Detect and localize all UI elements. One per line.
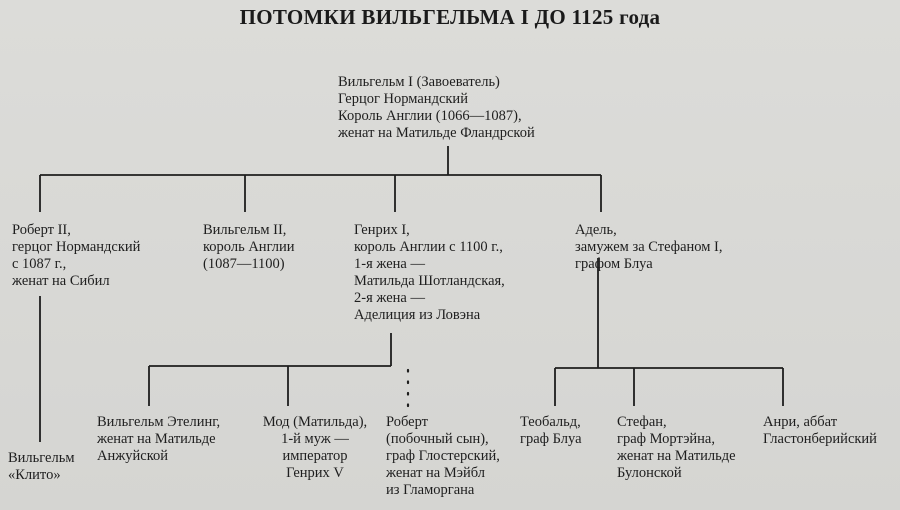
- node-text-line: король Англии с 1100 г.,: [354, 239, 503, 255]
- node-text-line: Матильда Шотландская,: [354, 273, 505, 289]
- node-text-line: Герцог Нормандский: [338, 91, 468, 107]
- node-text-line: граф Блуа: [520, 431, 582, 447]
- node-text-line: замужем за Стефаном I,: [575, 239, 723, 255]
- node-text-line: Вильгельм I (Завоеватель): [338, 74, 500, 90]
- node-text-line: женат на Матильде: [97, 431, 216, 447]
- node-maud: [250, 414, 380, 482]
- node-robert-ii: [12, 222, 140, 290]
- node-text-line: Мод (Матильда),: [262, 414, 368, 430]
- node-text-line: женат на Матильде: [617, 448, 736, 464]
- node-text-line: Анжуйской: [97, 448, 169, 464]
- node-text-line: Булонской: [617, 465, 682, 481]
- node-text-line: графом Блуа: [575, 256, 653, 272]
- node-henry-i: [354, 222, 505, 324]
- node-text-line: Роберт II,: [12, 222, 71, 238]
- node-robert-gloucester: [386, 414, 500, 499]
- node-text-line: король Англии: [203, 239, 295, 255]
- node-text-line: Король Англии (1066—1087),: [338, 108, 522, 124]
- node-text-line: Вильгельм: [8, 450, 75, 466]
- node-henry-abbot: [763, 414, 877, 448]
- node-theobald: [520, 414, 582, 448]
- node-text-line: 1-й муж —: [281, 431, 349, 447]
- node-text-line: Анри, аббат: [763, 414, 838, 430]
- node-text-line: женат на Сибил: [12, 273, 110, 289]
- node-text-line: император: [282, 448, 348, 464]
- node-text-line: граф Мортэйна,: [617, 431, 715, 447]
- node-william-i: [338, 74, 535, 142]
- node-william-clito: [8, 450, 75, 484]
- node-text-line: женат на Мэйбл: [386, 465, 485, 481]
- node-text-line: из Гламоргана: [386, 482, 475, 498]
- node-text-line: 2-я жена —: [354, 290, 425, 306]
- node-text-line: Генрих V: [286, 465, 344, 481]
- node-adela: [575, 222, 723, 273]
- page-title: ПОТОМКИ ВИЛЬГЕЛЬМА I ДО 1125 года: [239, 5, 661, 29]
- node-text-line: Гластонберийский: [763, 431, 877, 447]
- node-text-line: 1-я жена —: [354, 256, 425, 272]
- node-william-ii: [203, 222, 295, 273]
- node-text-line: (побочный сын),: [386, 431, 489, 447]
- node-stephen: [617, 414, 736, 482]
- node-text-line: Аделиция из Ловэна: [354, 307, 481, 323]
- node-text-line: Стефан,: [617, 414, 667, 430]
- node-text-line: Адель,: [575, 222, 617, 238]
- node-text-line: с 1087 г.,: [12, 256, 67, 272]
- node-text-line: женат на Матильде Фландрской: [338, 125, 535, 141]
- node-text-line: граф Глостерский,: [386, 448, 500, 464]
- node-text-line: Вильгельм II,: [203, 222, 287, 238]
- node-william-aetheling: [97, 414, 220, 465]
- node-text-line: (1087—1100): [203, 256, 285, 272]
- node-text-line: «Клито»: [8, 467, 61, 483]
- node-text-line: Роберт: [386, 414, 428, 430]
- node-text-line: Генрих I,: [354, 222, 410, 238]
- node-text-line: Вильгельм Этелинг,: [97, 414, 221, 430]
- node-text-line: Теобальд,: [520, 414, 581, 430]
- node-text-line: герцог Нормандский: [12, 239, 141, 255]
